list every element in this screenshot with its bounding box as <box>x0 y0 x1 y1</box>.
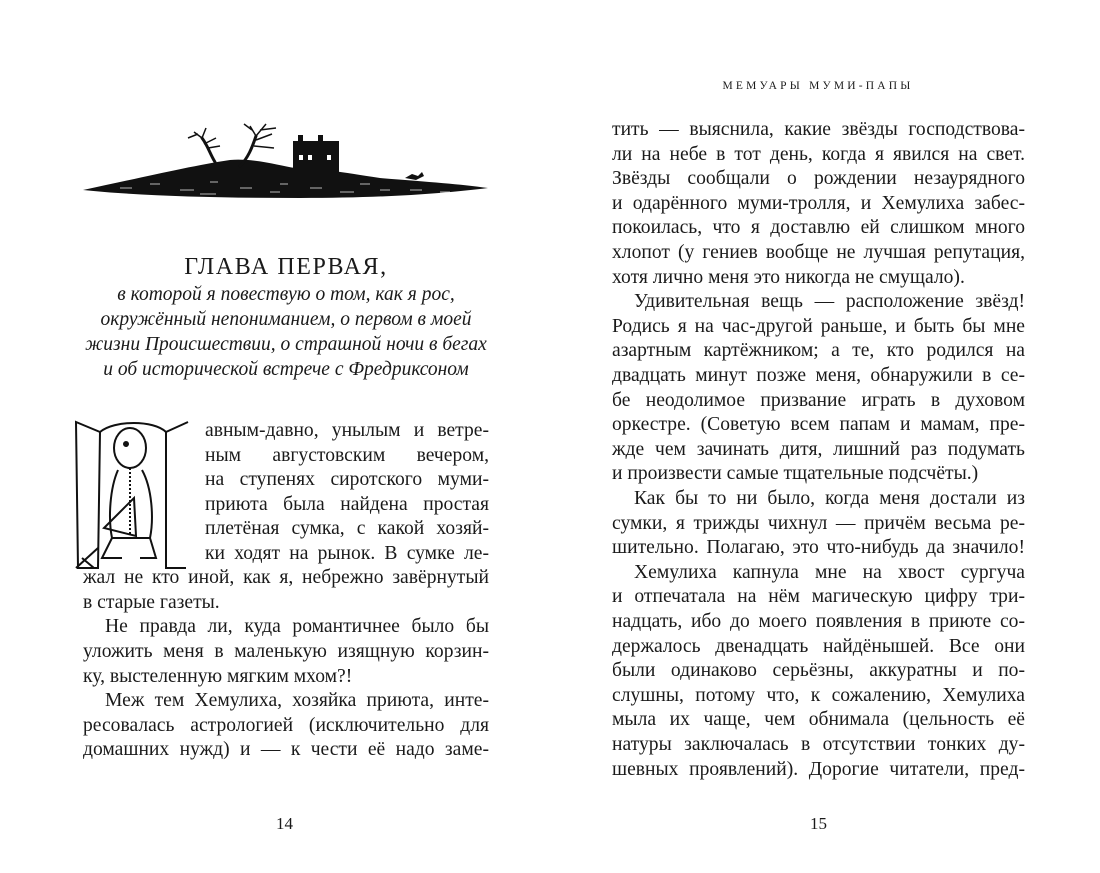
text-line: мыла их чаще, чем обнимала (цельность её <box>612 709 1025 731</box>
page-number: 14 <box>276 814 293 833</box>
text-line: были одинаково серьёзны, аккуратны и по- <box>612 660 1025 682</box>
text-line: азартным картёжником; а те, кто родился на <box>612 340 1025 362</box>
text-line: ли на небе в тот день, когда я явился на свет. <box>612 143 1025 165</box>
right-page <box>550 0 1100 873</box>
text-line: бе неодолимое призвание играть в духовом <box>612 389 1025 411</box>
text-line: Удивительная вещь — расположение звёзд! <box>634 291 1025 313</box>
chapter-subtitle-line: и об исторической встрече с Фредриксоном <box>103 359 469 380</box>
landscape-illustration <box>80 118 490 200</box>
text-line: натуры заключалась в отсутствии тонких ду- <box>612 734 1025 755</box>
drop-cap-illustration <box>74 418 190 573</box>
text-line: оркестре. (Советую всем папам и мамам, пре- <box>612 414 1025 436</box>
text-line: Родись я на час-другой раньше, и быть бы мне <box>612 315 1025 337</box>
text-line: хотя лично меня это никогда не смущало). <box>612 266 965 288</box>
text-line: шевных проявлений). Дорогие читатели, пред- <box>612 758 1025 780</box>
page-number: 15 <box>810 814 827 833</box>
text-line: и произвести самые тщательные подсчёты.) <box>612 463 979 485</box>
text-line: покоилась, что я доставлю ей слишком много <box>612 217 1025 239</box>
text-line: тить — выяснила, какие звёзды господствова- <box>612 119 1025 140</box>
text-line: слушны, потому что, к сожалению, Хемулиха <box>612 684 1025 706</box>
text-line: плетёная сумка, с какой хозяй- <box>205 518 489 540</box>
text-line: авным-давно, унылым и ветре- <box>205 420 489 441</box>
text-line: Хемулиха капнула мне на хвост сургуча <box>634 561 1025 583</box>
text-line: надцать, ибо до моего появления в приюте со- <box>612 611 1025 632</box>
text-line: жде чем зачинать дитя, лишний раз подумать <box>612 438 1025 460</box>
text-line: ресовалась астрологией (исключительно для <box>83 714 489 736</box>
text-line: уложить меня в маленькую изящную корзин- <box>83 640 489 662</box>
running-head: МЕМУАРЫ МУМИ-ПАПЫ <box>722 80 914 92</box>
text-line: и одарённого муми-тролля, и Хемулиха забес- <box>612 192 1025 214</box>
text-line: домашних нужд) и — к чести её надо заме- <box>83 739 489 761</box>
text-line: сумки, я трижды чихнул — причём весьма ре- <box>612 512 1025 534</box>
text-line: ки ходят на рынок. В сумке ле- <box>205 542 489 564</box>
text-line: хлопот (у гениев вообще не лучшая репутация, <box>612 242 1025 263</box>
text-line: ку, выстеленную мягким мхом?! <box>83 665 353 687</box>
chapter-subtitle-line: жизни Происшествии, о страшной ночи в бегах <box>85 334 487 355</box>
text-line: Как бы то ни было, когда меня достали из <box>634 488 1025 509</box>
text-line: в старые газеты. <box>83 591 220 613</box>
text-line: двадцать минут позже меня, обнаружили в се- <box>612 365 1025 386</box>
text-line: шительно. Полагаю, это что-нибудь да значило! <box>612 537 1025 559</box>
chapter-title: ГЛАВА ПЕРВАЯ, <box>184 254 388 280</box>
text-line: Звёзды сообщали о рождении незаурядного <box>612 168 1025 190</box>
chapter-subtitle-line: окружённый непониманием, о первом в моей <box>100 309 472 330</box>
text-line: держалось двенадцать найдёнышей. Все они <box>612 635 1025 657</box>
chapter-subtitle-line: в которой я повествую о том, как я рос, <box>117 284 455 305</box>
text-line: Не правда ли, куда романтичнее было бы <box>105 616 489 638</box>
text-line: на ступенях сиротского муми- <box>205 469 489 491</box>
text-line: Меж тем Хемулиха, хозяйка приюта, инте- <box>105 690 489 712</box>
text-line: и отпечатала на нём магическую цифру три- <box>612 586 1025 608</box>
text-line: жал не кто иной, как я, небрежно завёрнутый <box>83 567 489 589</box>
text-line: ным августовским вечером, <box>205 444 489 466</box>
text-line: приюта была найдена простая <box>205 493 489 515</box>
